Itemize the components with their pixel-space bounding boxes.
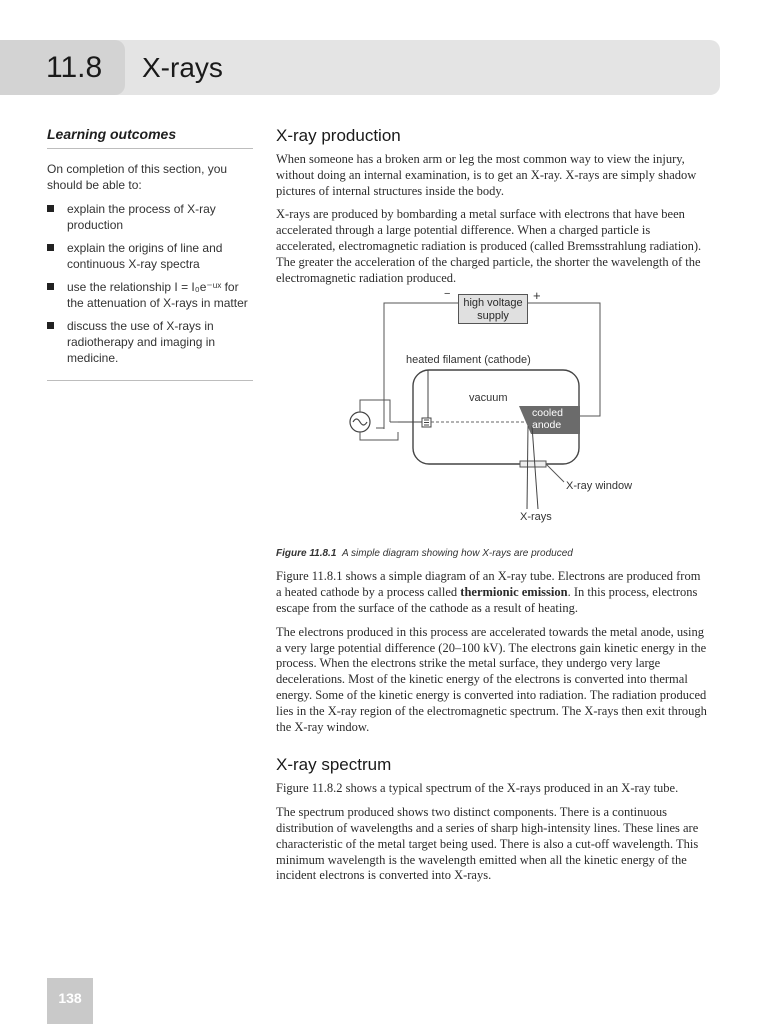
vacuum-label: vacuum bbox=[469, 392, 508, 405]
paragraph: When someone has a broken arm or leg the most common way to view the injury, without doing an internal examination, is to get an X-ray. X-rays are simply shadow pictures of internal structures inside the body. bbox=[276, 152, 697, 198]
xray-tube-diagram bbox=[276, 288, 708, 544]
divider bbox=[47, 380, 253, 381]
bullet-icon bbox=[47, 283, 54, 290]
xrays-label: X-rays bbox=[520, 511, 552, 524]
section-number: 11.8 bbox=[0, 40, 125, 95]
bullet-icon bbox=[47, 322, 54, 329]
figure-caption: Figure 11.8.1 A simple diagram showing how X-rays are produced bbox=[276, 548, 573, 560]
paragraph: Figure 11.8.1 shows a simple diagram of an X-ray tube. Electrons are produced from a heated cathode by a process called thermionic emission. In this process, electrons escape from the surface of the cathode as a result of heating. bbox=[276, 569, 701, 615]
xray-window-label: X-ray window bbox=[566, 480, 633, 493]
learning-outcomes-title: Learning outcomes bbox=[47, 126, 253, 149]
main-column bbox=[276, 126, 708, 892]
plus-label: + bbox=[533, 288, 541, 304]
learning-outcomes-list bbox=[47, 201, 253, 366]
section-title: X-rays bbox=[142, 52, 223, 83]
paragraph: X-rays are produced by bombarding a metal surface with electrons that have been accelerated through a large potential difference. When a charged particle is accelerated, electromagnetic radiation is produced (called Bremsstrahlung radiation). The greater the acceleration of the charged particle, the shorter the wavelength of the electromagnetic radiation produced. bbox=[276, 207, 702, 285]
learning-outcomes-intro: On completion of this section, you should be able to: bbox=[47, 162, 228, 192]
bullet-icon bbox=[47, 244, 54, 251]
section-header bbox=[0, 40, 720, 95]
high-voltage-supply: high voltage supply bbox=[458, 294, 528, 324]
list-item: explain the origins of line and continuous X-ray spectra bbox=[47, 240, 253, 272]
page-number: 138 bbox=[47, 978, 93, 1024]
heading-xray-production: X-ray production bbox=[276, 126, 401, 145]
ac-source-icon bbox=[350, 400, 398, 440]
list-item: explain the process of X-ray production bbox=[47, 201, 253, 233]
list-item: discuss the use of X-rays in radiotherapy and imaging in medicine. bbox=[47, 318, 253, 366]
list-item: use the relationship I = I₀e⁻ᵘˣ for the attenuation of X-rays in matter bbox=[47, 279, 253, 311]
paragraph: The spectrum produced shows two distinct components. There is a continuous distribution of wavelengths and a series of sharp high-intensity lines. These lines are characteristic of the metal target being used. There is also a cut-off wavelength. This minimum wavelength is the wavelength emitted when all the kinetic energy of the incident electrons is converted into X-rays. bbox=[276, 805, 699, 883]
xray-window-icon bbox=[520, 461, 546, 467]
filament-label: heated filament (cathode) bbox=[406, 354, 531, 367]
bullet-icon bbox=[47, 205, 54, 212]
paragraph: Figure 11.8.2 shows a typical spectrum of the X-rays produced in an X-ray tube. bbox=[276, 781, 679, 796]
minus-label: − bbox=[444, 288, 451, 301]
diagram-drawing bbox=[276, 294, 708, 544]
paragraph: The electrons produced in this process are accelerated towards the metal anode, using a very large potential difference (20–100 kV). The electrons gain kinetic energy in the process. When the electrons strike the metal surface, they undergo very large decelerations. Most of the kinetic energy of the electrons is converted into thermal energy. Some of the kinetic energy is converted into radiation. The radiation produced lies in the X-ray region of the electromagnetic spectrum. The X-rays then exit through the X-ray window. bbox=[276, 624, 707, 734]
heading-xray-spectrum: X-ray spectrum bbox=[276, 755, 392, 775]
anode-label: cooled anode bbox=[532, 407, 563, 432]
learning-outcomes-box bbox=[47, 126, 253, 381]
